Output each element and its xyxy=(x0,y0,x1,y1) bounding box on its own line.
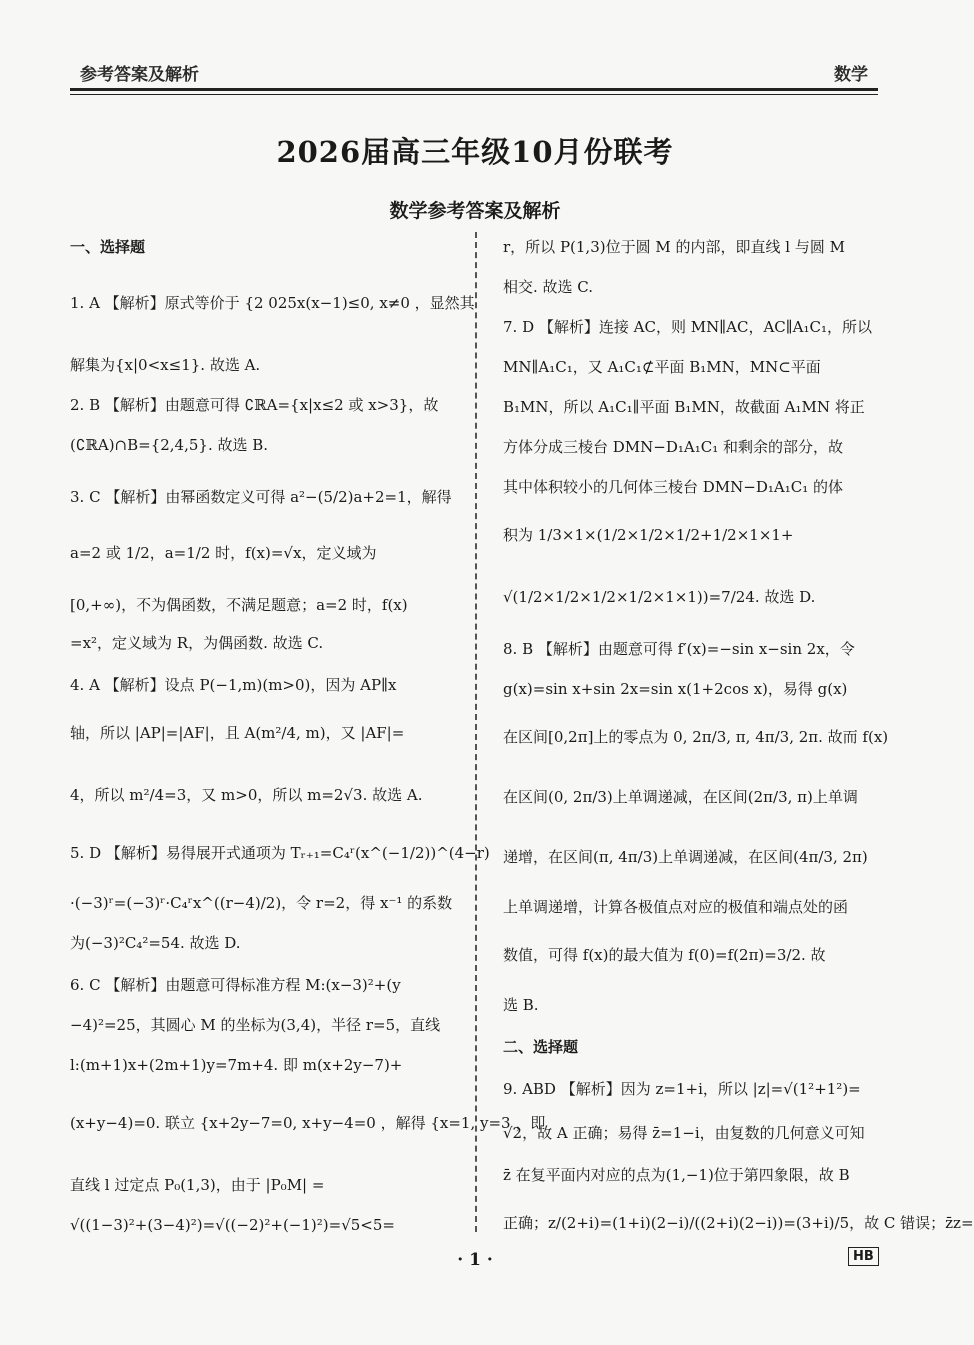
header-rule-thick xyxy=(70,88,878,91)
answer-line: 为(−3)²C₄²=54. 故选 D. xyxy=(70,934,241,952)
answer-line: 积为 1/3×1×(1/2×1/2×1/2+1/2×1×1+ xyxy=(503,526,794,544)
answer-line: 直线 l 过定点 P₀(1,3)，由于 |P₀M| = xyxy=(70,1176,325,1194)
answer-line: 其中体积较小的几何体三棱台 DMN−D₁A₁C₁ 的体 xyxy=(503,478,843,496)
answer-line: 方体分成三棱台 DMN−D₁A₁C₁ 和剩余的部分，故 xyxy=(503,438,843,456)
answer-line: 5. D 【解析】易得展开式通项为 Tᵣ₊₁=C₄ʳ(x^(−1/2))^(4−r) xyxy=(70,844,490,862)
answer-line: 8. B 【解析】由题意可得 f′(x)=−sin x−sin 2x，令 xyxy=(503,640,855,658)
answer-line: l:(m+1)x+(2m+1)y=7m+4. 即 m(x+2y−7)+ xyxy=(70,1056,403,1074)
answer-line: 4. A 【解析】设点 P(−1,m)(m>0)，因为 AP∥x xyxy=(70,676,397,694)
page-title: 2026届高三年级10月份联考 xyxy=(276,135,674,169)
header-rule-thin xyxy=(70,94,878,95)
edition-badge: HB xyxy=(848,1247,879,1266)
answer-line: 递增，在区间(π, 4π/3)上单调递减，在区间(4π/3, 2π) xyxy=(503,848,868,866)
answer-line: √((1−3)²+(3−4)²)=√((−2)²+(−1)²)=√5<5= xyxy=(70,1216,395,1234)
answer-line: a=2 或 1/2，a=1/2 时，f(x)=√x，定义域为 xyxy=(70,544,377,562)
answer-line: 上单调递增，计算各极值点对应的极值和端点处的函 xyxy=(503,898,849,916)
answer-line: r，所以 P(1,3)位于圆 M 的内部，即直线 l 与圆 M xyxy=(503,238,845,256)
answer-line: 9. ABD 【解析】因为 z=1+i，所以 |z|=√(1²+1²)= xyxy=(503,1080,861,1098)
answer-line: 7. D 【解析】连接 AC，则 MN∥AC，AC∥A₁C₁，所以 xyxy=(503,318,873,336)
header-left-label: 参考答案及解析 xyxy=(80,65,199,85)
answer-line: 1. A 【解析】原式等价于 {2 025x(x−1)≤0, x≠0 ，显然其 xyxy=(70,294,475,312)
page-subtitle: 数学参考答案及解析 xyxy=(389,200,561,222)
answer-line: 解集为{x|0<x≤1}. 故选 A. xyxy=(70,356,261,374)
section-heading: 二、选择题 xyxy=(503,1038,579,1056)
answer-line: [0,+∞)，不为偶函数，不满足题意；a=2 时，f(x) xyxy=(70,596,408,614)
answer-line: 数值，可得 f(x)的最大值为 f(0)=f(2π)=3/2. 故 xyxy=(503,946,826,964)
answer-line: 3. C 【解析】由幂函数定义可得 a²−(5/2)a+2=1，解得 xyxy=(70,488,452,506)
page-number: · 1 · xyxy=(457,1250,493,1270)
answer-line: 在区间(0, 2π/3)上单调递减，在区间(2π/3, π)上单调 xyxy=(503,788,858,806)
answer-line: 在区间[0,2π]上的零点为 0, 2π/3, π, 4π/3, 2π. 故而 f(x) xyxy=(503,728,889,746)
answer-line: 2. B 【解析】由题意可得 ∁ℝA={x|x≤2 或 x>3}，故 xyxy=(70,396,439,414)
answer-line: 轴，所以 |AP|=|AF|，且 A(m²/4, m)，又 |AF|= xyxy=(70,724,405,742)
section-heading: 一、选择题 xyxy=(70,238,146,256)
header-subject-label: 数学 xyxy=(834,65,868,85)
answer-line: MN∥A₁C₁，又 A₁C₁⊄平面 B₁MN，MN⊂平面 xyxy=(503,358,821,376)
answer-line: 4，所以 m²/4=3，又 m>0，所以 m=2√3. 故选 A. xyxy=(70,786,423,804)
answer-line: √2，故 A 正确；易得 z̄=1−i，由复数的几何意义可知 xyxy=(503,1124,865,1142)
answer-line: =x²，定义域为 R，为偶函数. 故选 C. xyxy=(70,634,324,652)
answer-line: g(x)=sin x+sin 2x=sin x(1+2cos x)，易得 g(x) xyxy=(503,680,848,698)
answer-line: 正确；z/(2+i)=(1+i)(2−i)/((2+i)(2−i))=(3+i)/5，故 C 错误；z̄z= xyxy=(503,1214,974,1232)
answer-line: B₁MN，所以 A₁C₁∥平面 B₁MN，故截面 A₁MN 将正 xyxy=(503,398,865,416)
answer-line: ·(−3)ʳ=(−3)ʳ·C₄ʳx^((r−4)/2)，令 r=2，得 x⁻¹ 的系数 xyxy=(70,894,453,912)
column-divider xyxy=(475,232,477,1232)
answer-line: 选 B. xyxy=(503,996,539,1014)
answer-line: 相交. 故选 C. xyxy=(503,278,594,296)
answer-line: (x+y−4)=0. 联立 {x+2y−7=0, x+y−4=0 ，解得 {x=1, y=3 ，即 xyxy=(70,1114,546,1132)
answer-line: z̄ 在复平面内对应的点为(1,−1)位于第四象限，故 B xyxy=(503,1166,850,1184)
answer-line: (∁ℝA)∩B={2,4,5}. 故选 B. xyxy=(70,436,269,454)
answer-line: 6. C 【解析】由题意可得标准方程 M:(x−3)²+(y xyxy=(70,976,401,994)
answer-line: √(1/2×1/2×1/2×1/2×1×1))=7/24. 故选 D. xyxy=(503,588,816,606)
answer-line: −4)²=25，其圆心 M 的坐标为(3,4)，半径 r=5，直线 xyxy=(70,1016,441,1034)
